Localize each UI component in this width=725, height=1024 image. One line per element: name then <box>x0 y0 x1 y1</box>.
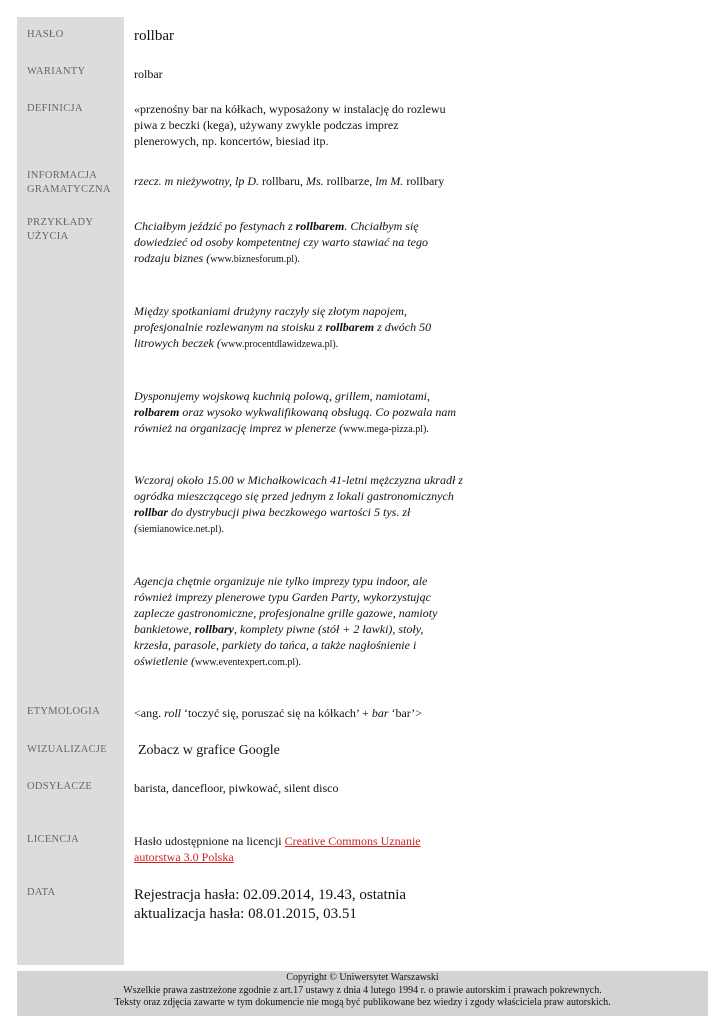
grammar-part: rzecz. m nieżywotny, lp D. <box>134 174 259 188</box>
dates: Rejestracja hasła: 02.09.2014, 19.43, ostatnia aktualizacja hasła: 08.01.2015, 03.51 <box>134 887 407 922</box>
example-4: Wczoraj około 15.00 w Michałkowicach 41-letni mężczyzna ukradł z ogródka mieszczącego się przed jednym z lokali gastronomicznych rollbar do dystrybucji piwa beczkowego wartości 5 tys. zł (siemianowice.net.pl). <box>134 473 463 535</box>
example-headword: rollbary <box>194 622 234 636</box>
label-definition: DEFINICJA <box>27 103 83 114</box>
etymology: <ang. roll ‘toczyć się, poruszać się na kółkach’ + bar ‘bar’> <box>134 706 423 720</box>
label-license: LICENCJA <box>27 834 79 845</box>
example-headword: rolbarem <box>134 405 180 419</box>
rights-notice: Wszelkie prawa zastrzeżone zgodnie z art.17 ustawy z dnia 4 lutego 1994 r. o prawie autorskim i prawach pokrewnych. <box>123 984 602 996</box>
grammar-form: rollbaru, <box>259 174 306 188</box>
grammar-form: rollbary <box>403 174 445 188</box>
grammar-form: rollbarze, <box>323 174 376 188</box>
headword: rollbar <box>134 28 174 44</box>
label-headword: HASŁO <box>27 29 64 40</box>
example-1: Chciałbym jeździć po festynach z rollbarem. Chciałbym się dowiedzieć od osoby kompetentnej czy warto stawiać na tego rodzaju biznes (www.biznesforum.pl). <box>134 219 428 265</box>
publication-notice: Teksty oraz zdjęcia zawarte w tym dokumencie nie mogą być publikowane bez wiedzy i zgody właściciela praw autorskich. <box>114 997 611 1008</box>
label-examples-line2: UŻYCIA <box>27 231 69 242</box>
label-grammar <box>27 169 122 197</box>
label-etymology: ETYMOLOGIA <box>27 706 100 717</box>
label-variants: WARIANTY <box>27 66 86 77</box>
label-column <box>17 17 124 965</box>
example-headword: rollbarem <box>295 219 345 233</box>
license: Hasło udostępnione na licencji Creative Commons Uznanie autorstwa 3.0 Polska <box>134 834 421 864</box>
label-examples-line1: PRZYKŁADY <box>27 217 94 228</box>
grammar-case: Ms. <box>306 174 324 188</box>
grammar-case: lm M. <box>375 174 404 188</box>
footer <box>17 971 708 1016</box>
example-headword: rollbarem <box>325 320 375 334</box>
label-visualizations: WIZUALIZACJE <box>27 744 107 755</box>
label-examples <box>27 216 122 244</box>
example-2: Między spotkaniami drużyny raczyły się złotym napojem, profesjonalnie rozlewanym na stoisku z rollbarem z dwóch 50 litrowych beczek (www.procentdlawidzewa.pl). <box>134 304 432 350</box>
example-source: www.procentdlawidzewa.pl <box>220 339 333 350</box>
example-source: www.mega-pizza.pl <box>343 424 423 435</box>
definition: «przenośny bar na kółkach, wyposażony w instalację do rozlewu piwa z beczki (kega), używany zwykle podczas imprez plenerowych, np. koncertów, biesiad itp. <box>134 102 446 148</box>
cross-references: barista, dancefloor, piwkować, silent disco <box>134 781 339 795</box>
license-link[interactable]: Creative Commons Uznanie autorstwa 3.0 Polska <box>134 834 421 864</box>
example-5: Agencja chętnie organizuje nie tylko imprezy typu indoor, ale również imprezy plenerowe typu Garden Party, wykorzystując zaplecze gastronomiczne, profesjonalne grille gazowe, namioty bankietowe, rollbary, komplety piwne (stół + 2 ławki), stoły, krzesła, parasole, parkiety do tańca, a także nagłośnienie i oświetlenie (www.eventexpert.com.pl). <box>134 574 438 668</box>
label-date: DATA <box>27 887 56 898</box>
label-grammar-line1: INFORMACJA <box>27 170 98 181</box>
example-source: www.eventexpert.com.pl <box>194 657 296 668</box>
variant: rolbar <box>134 67 163 81</box>
label-grammar-line2: GRAMATYCZNA <box>27 184 111 195</box>
label-cross-references: ODSYŁACZE <box>27 781 93 792</box>
grammar-info <box>134 173 494 189</box>
copyright: Copyright © Uniwersytet Warszawski <box>286 972 439 983</box>
example-headword: rollbar <box>134 505 169 519</box>
example-source: www.biznesforum.pl <box>210 254 295 265</box>
example-3: Dysponujemy wojskową kuchnią polową, grillem, namiotami, rolbarem oraz wysoko wykwalifikowaną obsługą. Co pozwala nam również na organizację imprez w plenerze (www.mega-pizza.pl). <box>134 389 457 435</box>
google-images-link[interactable]: Zobacz w grafice Google <box>138 743 280 758</box>
example-source: siemianowice.net.pl <box>138 524 218 535</box>
